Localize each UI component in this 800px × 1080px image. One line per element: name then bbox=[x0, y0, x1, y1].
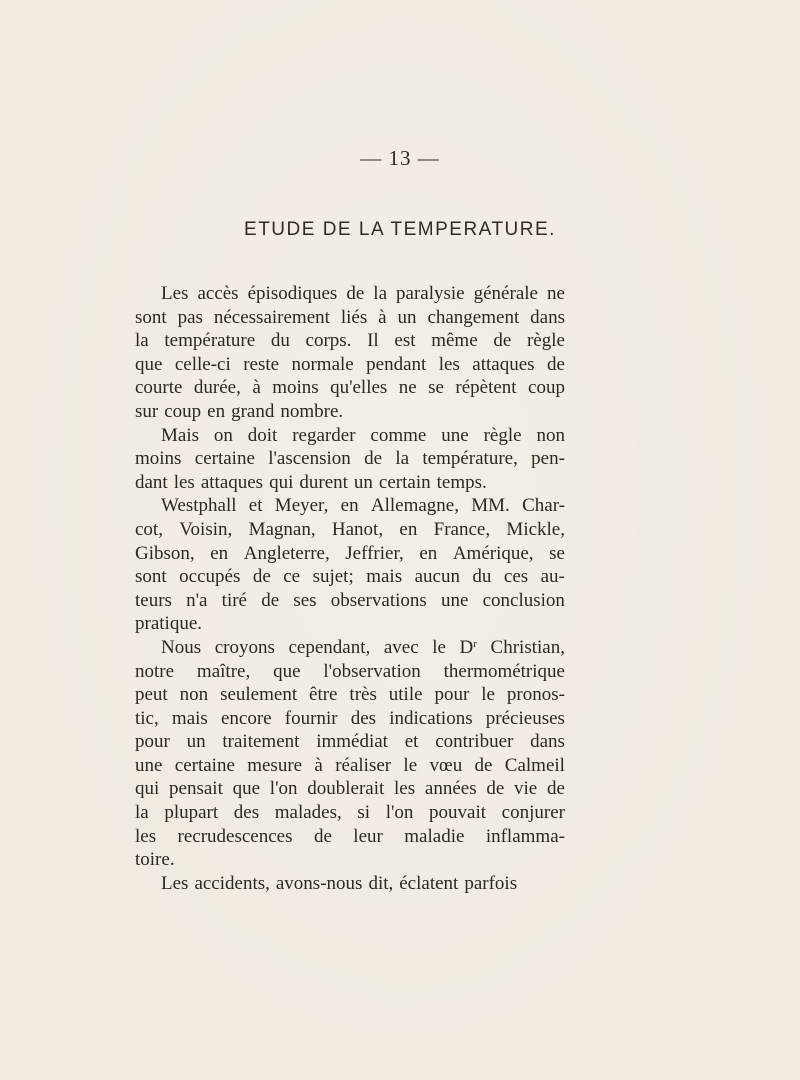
text-line: Les accidents, avons-nous dit, éclatent parfois bbox=[161, 872, 518, 894]
text-line: notre maître, que l'observation thermométrique bbox=[135, 660, 565, 682]
text-line: la plupart des malades, si l'on pouvait conjurer bbox=[135, 802, 565, 824]
text-line: dant les attaques qui durent un certain temps. bbox=[135, 471, 487, 493]
text-line: une certaine mesure à réaliser le vœu de Calmeil bbox=[135, 754, 565, 776]
page-title: ETUDE DE LA TEMPERATURE. bbox=[244, 219, 556, 240]
text-line: sur coup en grand nombre. bbox=[135, 400, 344, 422]
text-line: Westphall et Meyer, en Allemagne, MM. Char- bbox=[161, 495, 565, 517]
text-line: courte durée, à moins qu'elles ne se répètent coup bbox=[135, 377, 565, 399]
text-line: Gibson, en Angleterre, Jeffrier, en Amérique, se bbox=[135, 542, 565, 564]
text-line: pour un traitement immédiat et contribuer dans bbox=[135, 731, 565, 753]
text-line: sont occupés de ce sujet; mais aucun du ces au- bbox=[135, 566, 565, 588]
text-line: Les accès épisodiques de la paralysie générale ne bbox=[161, 283, 565, 304]
text-line: moins certaine l'ascension de la température, pen- bbox=[135, 448, 565, 470]
text-line: cot, Voisin, Magnan, Hanot, en France, Mickle, bbox=[135, 518, 565, 540]
text-line: les recrudescences de leur maladie inflamma- bbox=[135, 825, 565, 847]
text-line: Nous croyons cependant, avec le $D^r$ Christian, bbox=[161, 636, 565, 658]
text-line: que celle-ci reste normale pendant les attaques de bbox=[135, 353, 565, 375]
body-text bbox=[135, 282, 565, 895]
text-line: peut non seulement être très utile pour le pronos- bbox=[135, 684, 565, 706]
text-line: tic, mais encore fournir des indications précieuses bbox=[135, 707, 565, 729]
text-line: teurs n'a tiré de ses observations une conclusion bbox=[135, 589, 565, 611]
page-number: — 13 — bbox=[360, 146, 440, 170]
text-line: toire. bbox=[135, 849, 175, 871]
text-line: Mais on doit regarder comme une règle non bbox=[161, 424, 565, 446]
text-line: la température du corps. Il est même de règle bbox=[135, 330, 565, 352]
text-line: pratique. bbox=[135, 613, 203, 635]
text-line: sont pas nécessairement liés à un changement dans bbox=[135, 306, 565, 328]
text-line: qui pensait que l'on doublerait les années de vie de bbox=[135, 778, 565, 800]
